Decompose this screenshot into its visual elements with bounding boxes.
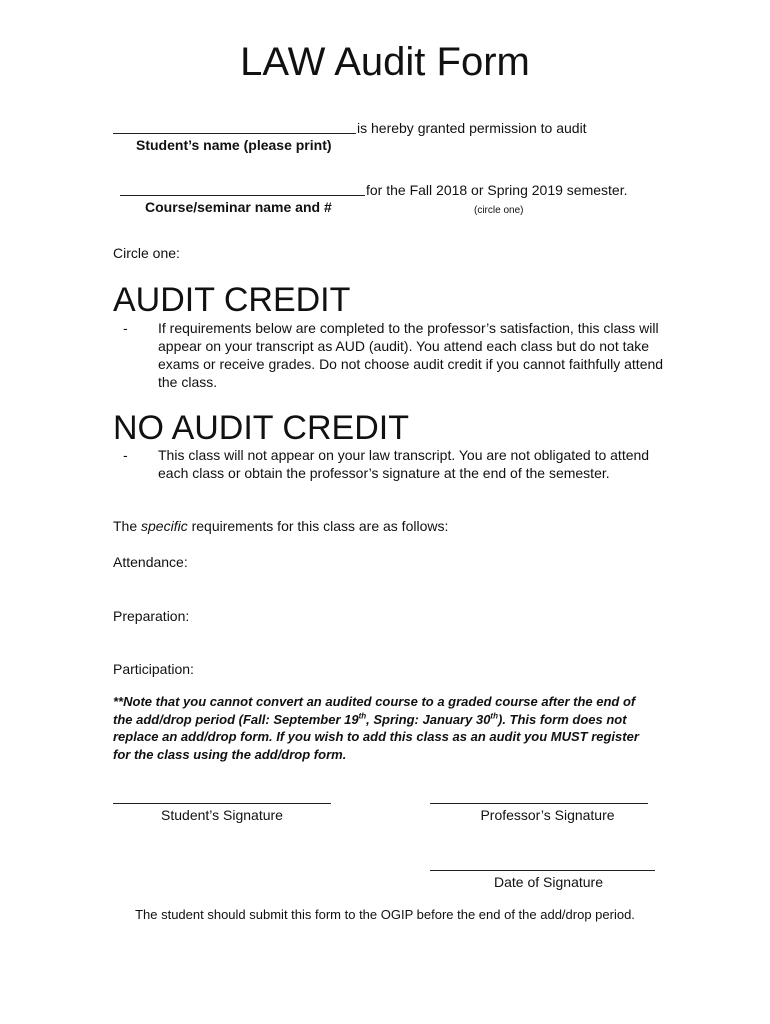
participation-field[interactable]: Participation: [113, 661, 194, 677]
student-signature-label: Student’s Signature [161, 807, 283, 823]
no-audit-credit-description: This class will not appear on your law transcript. You are not obligated to attend each class or obtain the professor’s signature at the end of the semester. [158, 447, 650, 481]
audit-credit-item [123, 319, 663, 391]
note-sup1: th [358, 711, 367, 721]
intro-before: The [113, 518, 142, 534]
note-part1: **Note that you cannot convert an audited course to a graded course after the end of the add/drop period (Fall: September 19 [113, 694, 636, 727]
date-signature-blank[interactable] [430, 870, 655, 871]
intro-emphasis: specific [141, 518, 188, 534]
note-sup2: th [490, 711, 498, 721]
page-title: LAW Audit Form [240, 40, 530, 84]
requirements-intro [113, 517, 448, 535]
circle-one-hint: (circle one) [474, 205, 524, 216]
permission-text: is hereby granted permission to audit [357, 120, 587, 136]
important-note [113, 693, 658, 763]
audit-credit-description: If requirements below are completed to the professor’s satisfaction, this class will appear on your transcript as AUD (audit). You attend each class but do not take exams or receive grades. Do not choose audit credit if you cannot faithfully attend the class. [158, 320, 664, 390]
preparation-field[interactable]: Preparation: [113, 608, 190, 624]
student-name-blank[interactable] [113, 133, 356, 134]
circle-one-label: Circle one: [113, 245, 180, 261]
note-part3: ). This form does not replace an add/drop form. If you wish to add this class as an audit you MUST register for the class using the add/drop form. [113, 711, 639, 762]
footer-instruction: The student should submit this form to the OGIP before the end of the add/drop period. [135, 907, 635, 922]
professor-signature-blank[interactable] [430, 803, 648, 804]
no-audit-credit-heading[interactable]: NO AUDIT CREDIT [113, 409, 409, 447]
bullet-dash: - [123, 447, 128, 463]
audit-credit-heading[interactable]: AUDIT CREDIT [113, 281, 351, 319]
course-name-label: Course/seminar name and # [145, 199, 332, 215]
student-name-label: Student’s name (please print) [136, 137, 332, 153]
professor-signature-label: Professor’s Signature [480, 807, 615, 823]
no-audit-credit-item [123, 446, 663, 500]
bullet-dash: - [123, 320, 128, 336]
intro-after: requirements for this class are as follows: [187, 518, 449, 534]
attendance-field[interactable]: Attendance: [113, 554, 188, 570]
course-name-blank[interactable] [120, 195, 365, 196]
student-signature-blank[interactable] [113, 803, 331, 804]
semester-text: for the Fall 2018 or Spring 2019 semester. [366, 182, 628, 198]
date-signature-label: Date of Signature [494, 874, 603, 890]
note-part2: , Spring: January 30 [366, 711, 491, 727]
